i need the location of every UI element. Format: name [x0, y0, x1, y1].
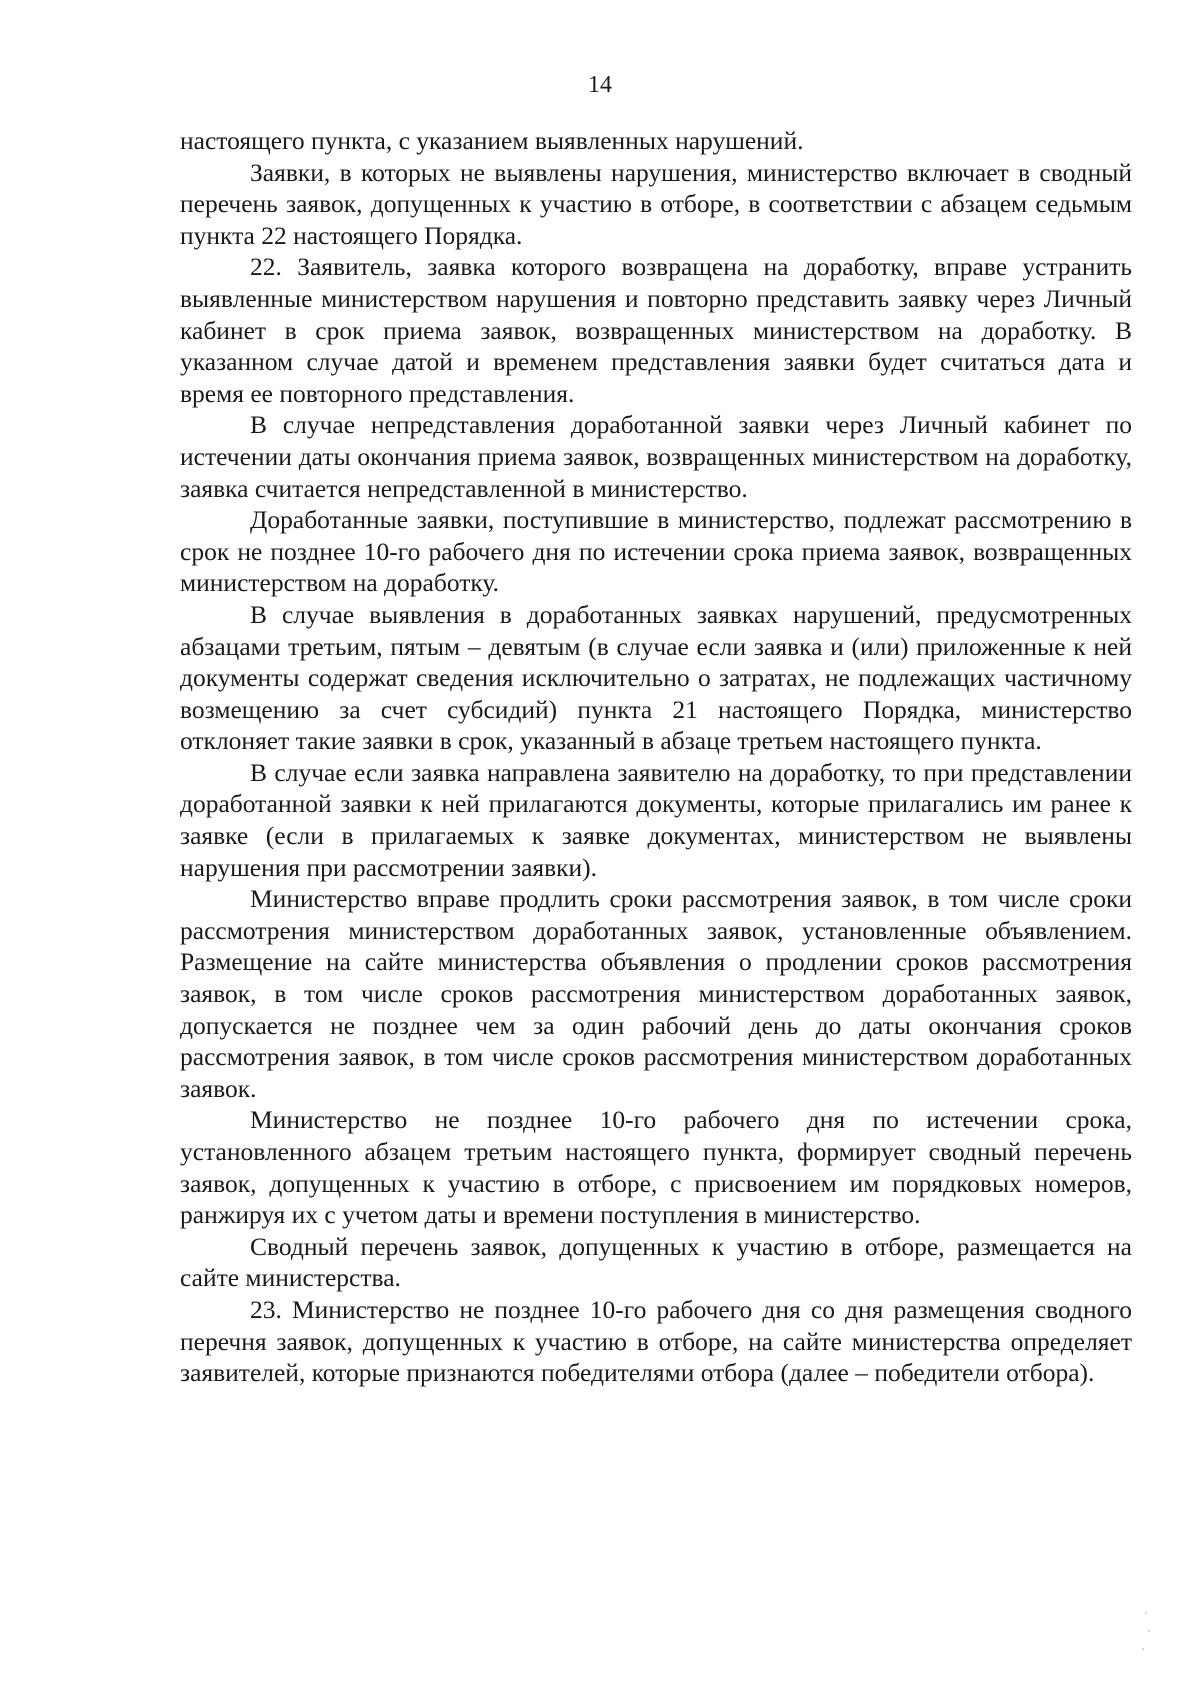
- paragraph: Заявки, в которых не выявлены нарушения, министерство включает в сводный перечень заявок, допущенных к участию в отборе, в соответствии с абзацем седьмым пункта 22 настоящего Порядка.: [180, 157, 1132, 250]
- paragraph: В случае выявления в доработанных заявках нарушений, предусмотренных абзацами третьим, пятым – девятым (в случае если заявка и (или) приложенные к ней документы содержат сведения исключительно о затратах, не подлежащих частичному возмещению за счет субсидий) пункта 21 настоящего Порядка, министерство отклоняет такие заявки в срок, указанный в абзаце третьем настоящего пункта.: [180, 599, 1132, 756]
- page-number: 14: [588, 72, 612, 98]
- paragraph-continuation: настоящего пункта, с указанием выявленных нарушений.: [180, 126, 804, 155]
- paragraph: Министерство вправе продлить сроки рассмотрения заявок, в том числе сроки рассмотрения министерством доработанных заявок, установленные объявлением. Размещение на сайте министерства объявления о продлении сроков рассмотрения заявок, в том числе сроков рассмотрения министерством доработанных заявок, допускается не позднее чем за один рабочий день до даты окончания сроков рассмотрения заявок, в том числе сроков рассмотрения министерством доработанных заявок.: [180, 884, 1132, 1103]
- document-body: [180, 125, 1132, 1389]
- paragraph-clause-23: 23. Министерство не позднее 10-го рабочего дня со дня размещения сводного перечня заявок, допущенных к участию в отборе, на сайте министерства определяет заявителей, которые признаются победителями отбора (далее – победители отбора).: [180, 1294, 1132, 1388]
- paragraph: Доработанные заявки, поступившие в министерство, подлежат рассмотрению в срок не позднее 10-го рабочего дня по истечении срока приема заявок, возвращенных министерством на доработку.: [180, 505, 1132, 598]
- paragraph: Сводный перечень заявок, допущенных к участию в отборе, размещается на сайте министерства.: [180, 1231, 1132, 1293]
- scan-speck: [1148, 1630, 1150, 1632]
- scan-speck: [1142, 1648, 1144, 1650]
- paragraph-clause-22: 22. Заявитель, заявка которого возвращена на доработку, вправе устранить выявленные министерством нарушения и повторно представить заявку через Личный кабинет в срок приема заявок, возвращенных министерством на доработку. В указанном случае датой и временем представления заявки будет считаться дата и время ее повторного представления.: [180, 252, 1132, 408]
- scan-speck: [1145, 1612, 1147, 1614]
- paragraph: Министерство не позднее 10-го рабочего дня по истечении срока, установленного абзацем третьим настоящего пункта, формирует сводный перечень заявок, допущенных к участию в отборе, с присвоением им порядковых номеров, ранжируя их с учетом даты и времени поступления в министерство.: [180, 1105, 1132, 1230]
- paragraph: В случае если заявка направлена заявителю на доработку, то при представлении доработанной заявки к ней прилагаются документы, которые прилагались им ранее к заявке (если в прилагаемых к заявке документах, министерством не выявлены нарушения при рассмотрении заявки).: [180, 757, 1132, 882]
- paragraph: В случае непредставления доработанной заявки через Личный кабинет по истечении даты окончания приема заявок, возвращенных министерством на доработку, заявка считается непредставленной в министерство.: [180, 410, 1132, 503]
